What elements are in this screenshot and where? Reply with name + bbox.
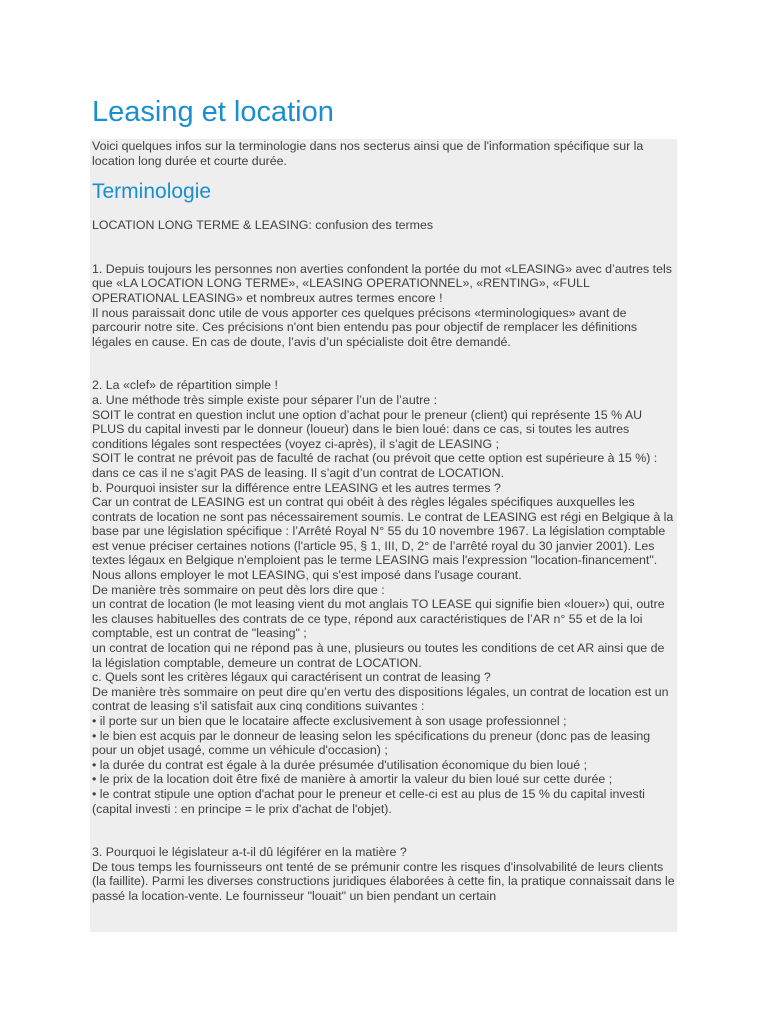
paragraph: 3. Pourquoi le législateur a-t-il dû légiférer en la matière ?: [92, 845, 407, 860]
content-block: [90, 139, 677, 932]
terminologie-heading: Terminologie: [92, 180, 212, 204]
paragraph: a. Une méthode très simple existe pour séparer l’un de l’autre :: [92, 392, 438, 407]
paragraph: SOIT le contrat en question inclut une option d’achat pour le preneur (client) qui représente 15 % AU PLUS du capital investi par le donneur (loueur) dans le bien loué: dans ce cas, si toutes les autres conditions légales sont respectées (voyez ci-après), il s’agit de LEASING ;: [92, 407, 643, 451]
paragraph: b. Pourquoi insister sur la différence entre LEASING et les autres termes ?: [92, 480, 501, 495]
paragraph: De manière très sommaire on peut dès lors dire que :: [92, 582, 385, 597]
paragraph: Car un contrat de LEASING est un contrat qui obéit à des règles légales spécifiques auxquelles les contrats de location ne sont pas nécessairement soumis. Le contrat de LEASING est régi en Belgique à la base par une législation spécifique : l’Arrêté Royal N° 55 du 10 novembre 1967. La législation comptable est venue préciser certaines notions (l'article 95, § 1, III, D, 2° de l’arrêté royal du 30 janvier 2001). Les textes légaux en Belgique n'emploient pas le terme LEASING mais l'expression "location-financement". Nous allons employer le mot LEASING, qui s'est imposé dans l'usage courant.: [92, 495, 674, 583]
paragraph: un contrat de location (le mot leasing vient du mot anglais TO LEASE qui signifie bien «louer») qui, outre les clauses habituelles des contrats de ce type, répond aux caractéristiques de l’AR n° 55 et de la loi comptable, est un contrat de "leasing" ;: [92, 597, 665, 641]
list-item: • le bien est acquis par le donneur de leasing selon les spécifications du preneur (donc pas de leasing pour un objet usagé, comme un véhicule d'occasion) ;: [92, 728, 651, 758]
list-item: • il porte sur un bien que le locataire affecte exclusivement à son usage professionnel ;: [92, 714, 567, 728]
paragraph: 1. Depuis toujours les personnes non averties confondent la portée du mot «LEASING» avec d’autres tels que «LA LOCATION LONG TERME», «LEASING OPERATIONNEL», «RENTING», «FULL OPERATIONAL LEASING» et nombreux autres termes encore !: [92, 261, 672, 305]
paragraph: un contrat de location qui ne répond pas à une, plusieurs ou toutes les conditions de cet AR ainsi que de la législation comptable, demeure un contrat de LOCATION.: [92, 641, 665, 670]
list-item: • la durée du contrat est égale à la durée présumée d'utilisation économique du bien loué ;: [92, 757, 588, 772]
paragraph: SOIT le contrat ne prévoit pas de faculté de rachat (ou prévoit que cette option est supérieure à 15 %) : dans ce cas il ne s’agit PAS de leasing. Il s’agit d’un contrat de LOCATION.: [92, 451, 658, 480]
paragraph: c. Quels sont les critères légaux qui caractérisent un contrat de leasing ?: [92, 670, 491, 685]
paragraph: 2. La «clef» de répartition simple !: [92, 378, 278, 393]
paragraph: Il nous paraissait donc utile de vous apporter ces quelques précisons «terminologiques» avant de parcourir notre site. Ces précisions n'ont bien entendu pas pour objectif de remplacer les définitions légales en cause. En cas de doute, l’avis d’un spécialiste doit être demandé.: [92, 305, 638, 349]
page-title: Leasing et location: [92, 96, 334, 128]
list-item: • le prix de la location doit être fixé de manière à amortir la valeur du bien loué sur cette durée ;: [92, 772, 613, 787]
paragraph: De tous temps les fournisseurs ont tenté de se prémunir contre les risques d'insolvabilité de leurs clients (la faillite). Parmi les diverses constructions juridiques élaborées à cette fin, la pratique connaissait dans le passé la location-vente. Le fournisseur "louait" un bien pendant un certain: [92, 859, 675, 903]
list-item: • le contrat stipule une option d'achat pour le preneur et celle-ci est au plus de 15 % du capital investi (capital investi : en principe = le prix d'achat de l'objet).: [92, 786, 645, 816]
subheading: LOCATION LONG TERME & LEASING: confusion des termes: [92, 218, 434, 233]
intro-paragraph: Voici quelques infos sur la terminologie dans nos secterus ainsi que de l'information spécifique sur la location long durée et courte durée.: [92, 139, 644, 168]
paragraph: De manière très sommaire on peut dire qu’en vertu des dispositions légales, un contrat de location est un contrat de leasing s'il satisfait aux cinq conditions suivantes :: [92, 684, 669, 714]
